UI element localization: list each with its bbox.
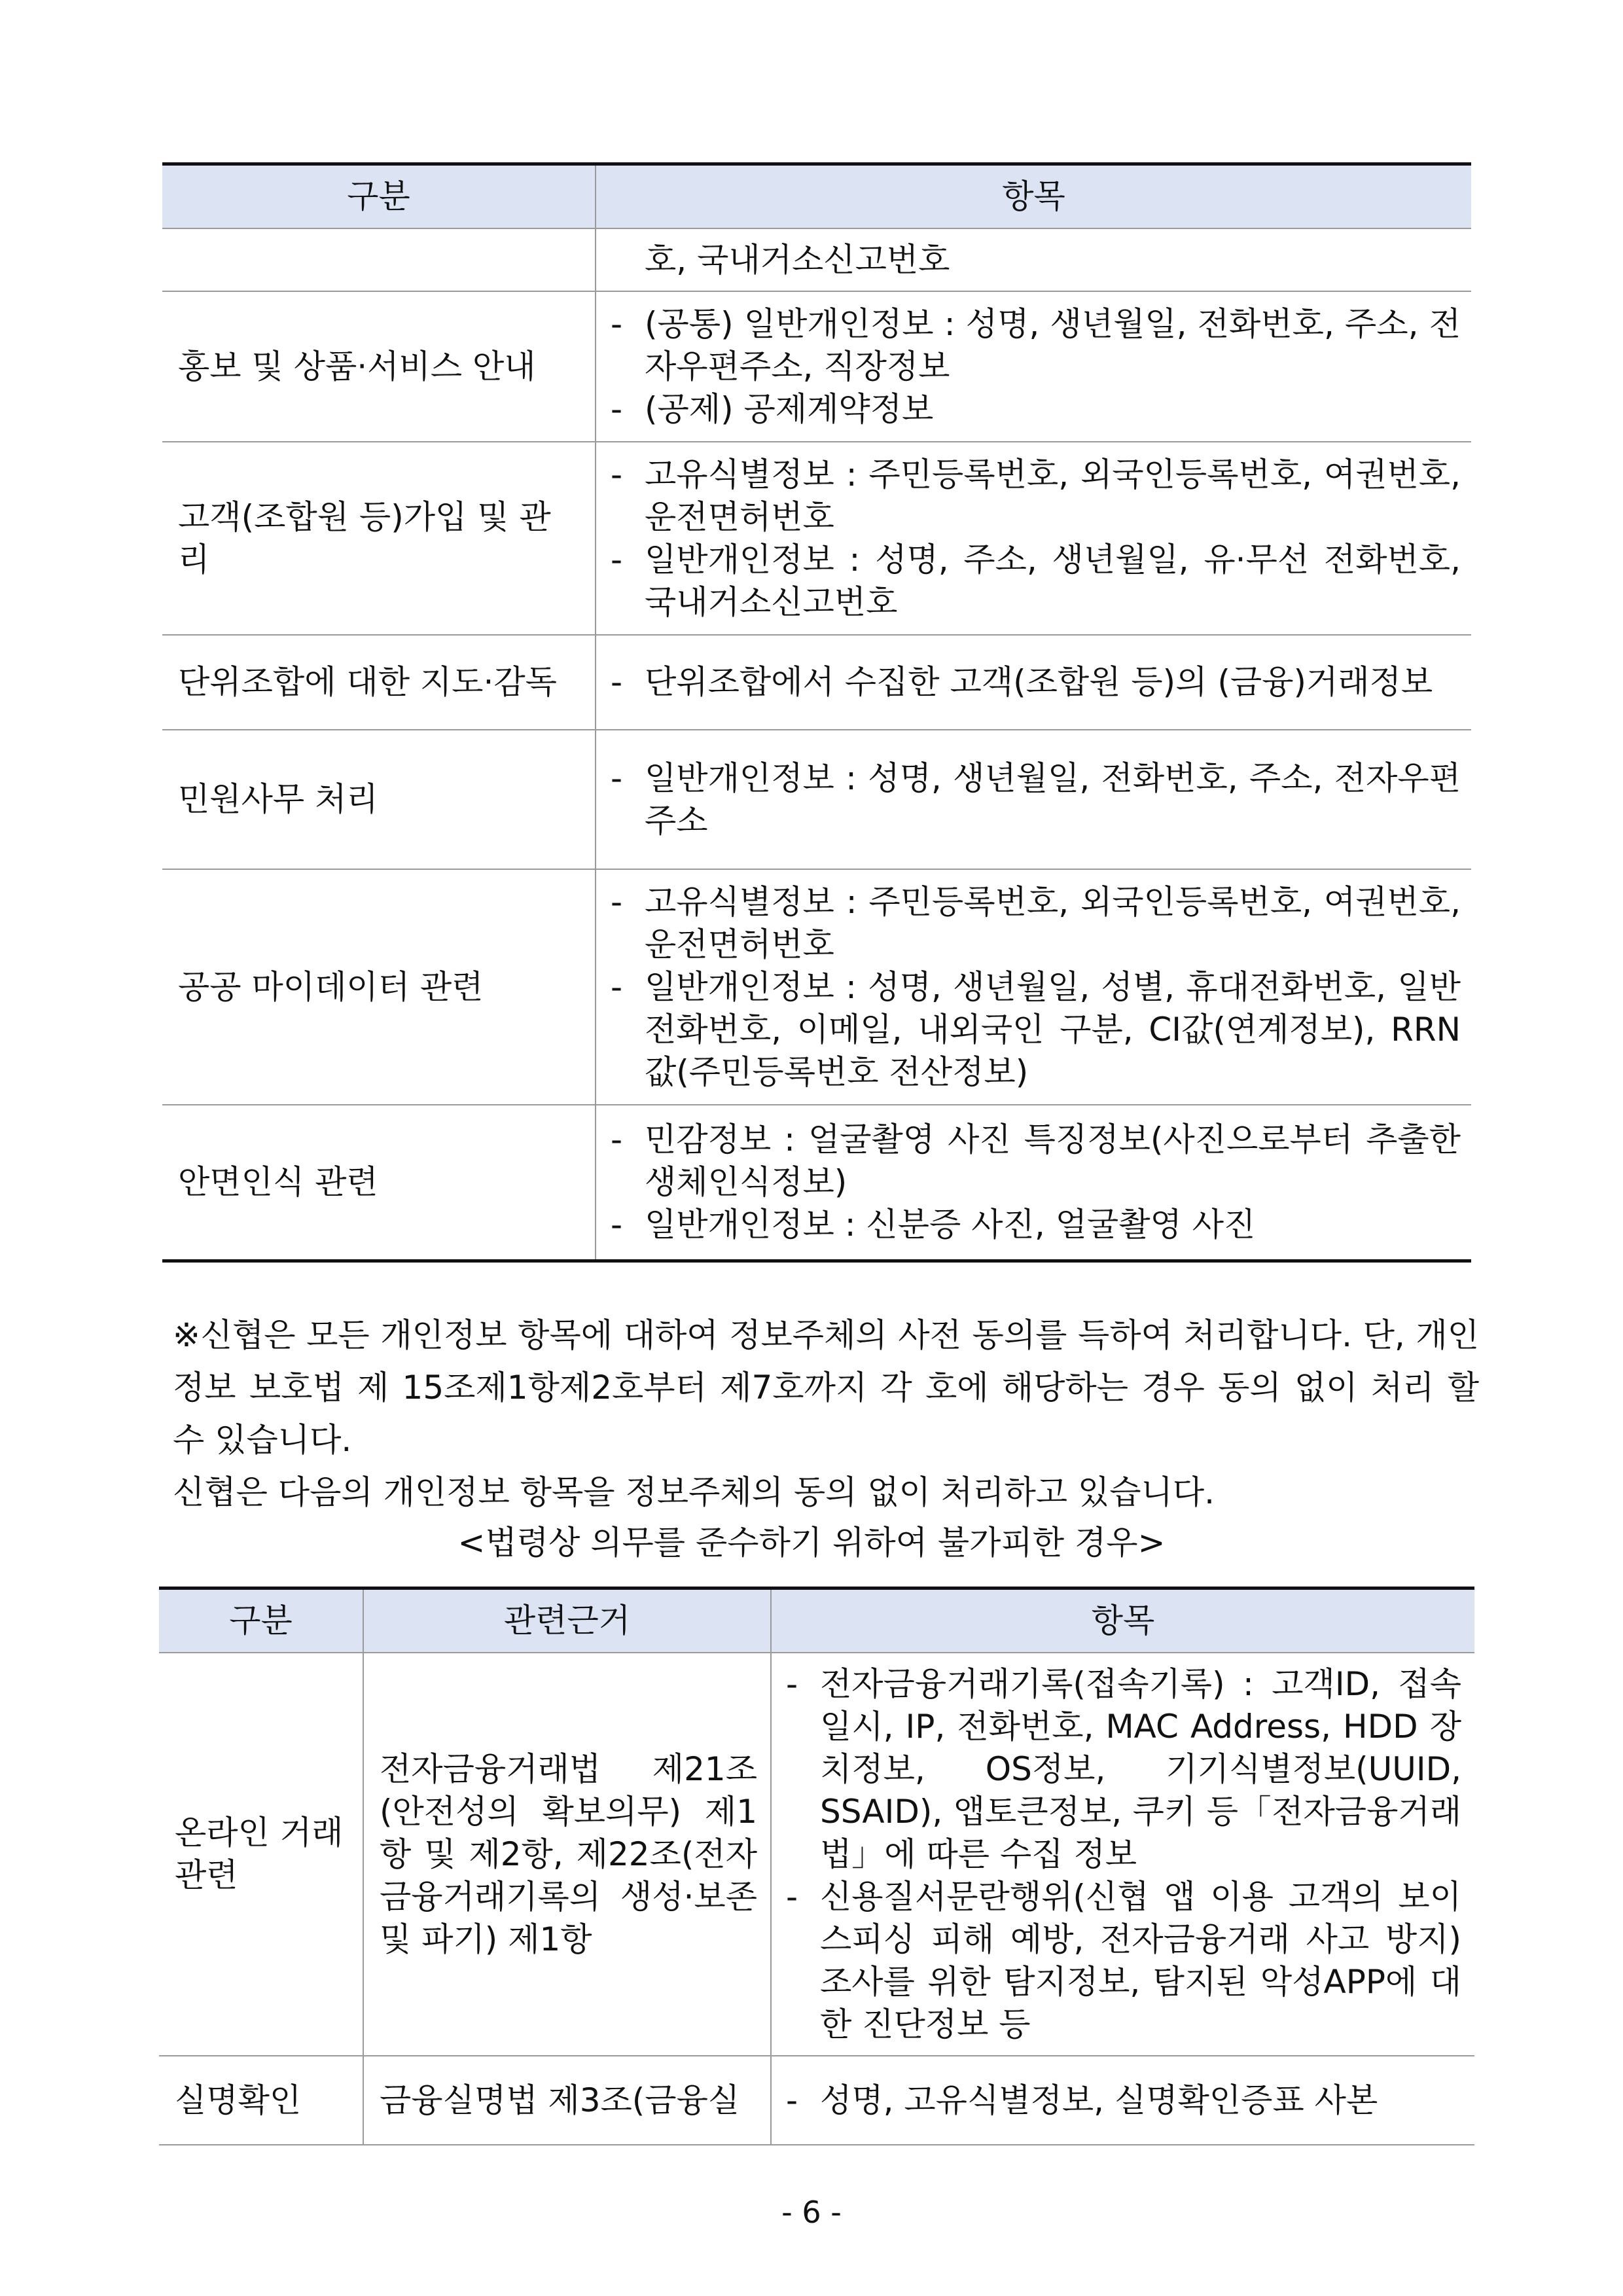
list-item: 호, 국내거소신고번호	[645, 240, 950, 279]
list-item: - 고유식별정보 : 주민등록번호, 외국인등록번호, 여권번호, 운전면허번호	[611, 882, 1461, 963]
list-item: - (공제) 공제계약정보	[611, 389, 934, 428]
table-row	[162, 635, 1471, 730]
list-item: - 신용질서문란행위(신협 앱 이용 고객의 보이스피싱 피해 예방, 전자금융거래 사고 방지) 조사를 위한 탐지정보, 탐지된 악성APP에 대한 진단정보 등	[786, 1877, 1461, 2043]
list-item: - 민감정보 : 얼굴촬영 사진 특징정보(사진으로부터 추출한 생체인식정보)	[611, 1120, 1461, 1201]
row-category: 온라인 거래 관련	[159, 1653, 363, 2056]
row-category: 민원사무 처리	[162, 730, 596, 869]
row-category: 고객(조합원 등)가입 및 관리	[162, 442, 596, 635]
table-header-row	[162, 164, 1471, 229]
row-items	[596, 730, 1471, 869]
table-row	[162, 869, 1471, 1105]
table-header-row	[159, 1588, 1474, 1653]
row-category: 실명확인	[159, 2056, 363, 2145]
note-paragraph: 신협은 다음의 개인정보 항목을 정보주체의 동의 없이 처리하고 있습니다.	[173, 1473, 1215, 1511]
list-item: - 일반개인정보 : 성명, 생년월일, 성별, 휴대전화번호, 일반전화번호, 이메일, 내외국인 구분, CI값(연계정보), RRN값(주민등록번호 전산정보)	[611, 967, 1461, 1091]
table-row	[162, 291, 1471, 442]
table-caption: <법령상 의무를 준수하기 위하여 불가피한 경우>	[457, 1524, 1166, 1562]
row-category	[162, 228, 596, 291]
table-row	[162, 228, 1471, 291]
row-items	[596, 291, 1471, 442]
row-items	[596, 228, 1471, 291]
row-items	[596, 442, 1471, 635]
row-items	[596, 1105, 1471, 1261]
header-category: 구분	[162, 164, 596, 229]
page-number: - 6 -	[781, 2195, 842, 2230]
row-category: 단위조합에 대한 지도·감독	[162, 635, 596, 730]
row-items	[596, 635, 1471, 730]
list-item: - 일반개인정보 : 성명, 주소, 생년월일, 유·무선 전화번호, 국내거소신고번호	[611, 540, 1461, 621]
list-item: - 일반개인정보 : 신분증 사진, 얼굴촬영 사진	[611, 1205, 1256, 1244]
header-basis: 관련근거	[363, 1588, 771, 1653]
list-item: - (공통) 일반개인정보 : 성명, 생년월일, 전화번호, 주소, 전자우편주소, 직장정보	[611, 304, 1461, 386]
list-item: - 성명, 고유식별정보, 실명확인증표 사본	[786, 2081, 1378, 2119]
row-items	[596, 869, 1471, 1105]
list-item: - 일반개인정보 : 성명, 생년월일, 전화번호, 주소, 전자우편주소	[611, 759, 1461, 840]
table-row	[162, 1105, 1471, 1261]
list-item: - 전자금융거래기록(접속기록) : 고객ID, 접속일시, IP, 전화번호, MAC Address, HDD 장치정보, OS정보, 기기식별정보(UUID, SSAID), 앱토큰정보, 쿠키 등「전자금융거래법」에 따른 수집 정보	[786, 1664, 1461, 1873]
personal-info-table	[162, 162, 1471, 1263]
row-category: 홍보 및 상품·서비스 안내	[162, 291, 596, 442]
notes-section	[157, 1309, 1479, 1518]
header-items: 항목	[596, 164, 1471, 229]
list-item: - 고유식별정보 : 주민등록번호, 외국인등록번호, 여권번호, 운전면허번호	[611, 455, 1461, 536]
row-category: 공공 마이데이터 관련	[162, 869, 596, 1105]
row-basis: 전자금융거래법 제21조 (안전성의 확보의무) 제1항 및 제2항, 제22조(전자금융거래기록의 생성·보존 및 파기) 제1항	[363, 1653, 771, 2056]
list-item: - 단위조합에서 수집한 고객(조합원 등)의 (금융)거래정보	[611, 663, 1433, 701]
row-basis: 금융실명법 제3조(금융실	[363, 2056, 771, 2145]
note-paragraph: ※신협은 모든 개인정보 항목에 대하여 정보주체의 사전 동의를 득하여 처리합니다. 단, 개인정보 보호법 제 15조제1항제2호부터 제7호까지 각 호에 해당하는 경우 동의 없이 처리 할 수 있습니다.	[173, 1316, 1479, 1459]
table-row	[162, 442, 1471, 635]
table-row	[162, 730, 1471, 869]
table-row	[159, 2056, 1474, 2145]
legal-basis-table	[159, 1587, 1474, 2145]
row-category: 안면인식 관련	[162, 1105, 596, 1261]
header-category: 구분	[159, 1588, 363, 1653]
row-items	[771, 1653, 1474, 2056]
header-items: 항목	[771, 1588, 1474, 1653]
table-row	[159, 1653, 1474, 2056]
row-items	[771, 2056, 1474, 2145]
